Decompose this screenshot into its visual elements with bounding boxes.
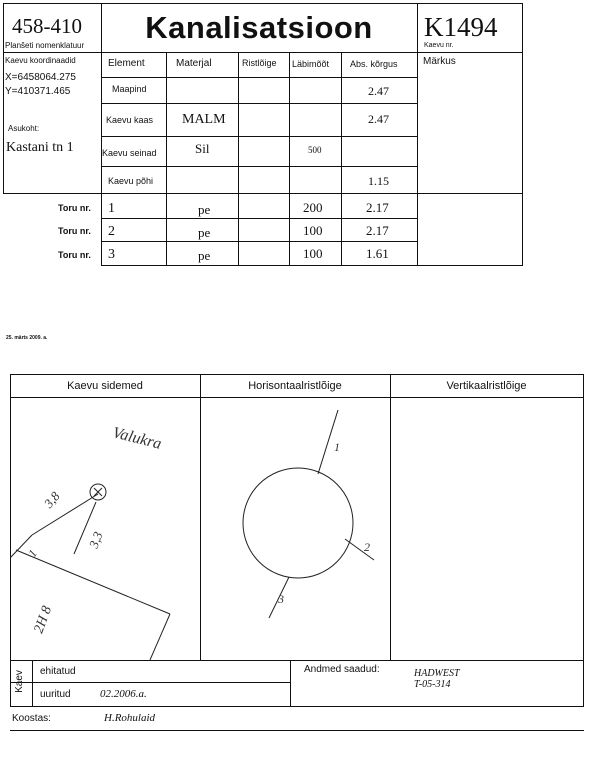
row-element: Kaevu põhi (108, 176, 154, 186)
compiled-label: Koostas: (12, 713, 51, 724)
row-material: Sil (195, 141, 210, 156)
row-height: 2.47 (368, 84, 389, 98)
pipe-label-3: 3 (278, 592, 284, 606)
pipe-height: 1.61 (366, 246, 389, 261)
surveyed-label: uuritud (40, 689, 71, 700)
pipe-diameter: 200 (303, 200, 323, 215)
data-from-value: HADWEST (414, 668, 460, 679)
compiled-value: H.Rohulaid (104, 712, 156, 724)
horizontal-section-sketch (201, 398, 390, 660)
row-height: 2.47 (368, 112, 389, 126)
sketch-street-name: Valukra (110, 424, 164, 453)
pipe-label-1: 1 (334, 440, 340, 454)
drawing-col-vertical: Vertikaalristlõige (446, 380, 527, 392)
drawing-col-connections: Kaevu sidemed (67, 380, 143, 392)
pipe-label: Toru nr. (58, 250, 91, 260)
location-label: Asukoht: (8, 124, 40, 133)
data-from-label: Andmed saadud: (304, 664, 380, 675)
pipe-height: 2.17 (366, 223, 389, 238)
page-title: Kanalisatsioon (145, 10, 373, 45)
pipe-height: 2.17 (366, 200, 389, 215)
pipe-material: pe (198, 248, 211, 263)
pipe-label-2: 2 (364, 540, 370, 554)
well-id-label: Kaevu nr. (424, 42, 454, 49)
nomenclature-label: Planšeti nomenklatuur (5, 41, 85, 50)
sketch-house-number: 2H 8 (31, 604, 56, 636)
sketch-dimension: 3,3 (85, 529, 106, 551)
coords-label: Kaevu koordinaadid (5, 56, 76, 65)
col-abs-height: Abs. kõrgus (350, 59, 398, 69)
row-element: Kaevu seinad (102, 148, 157, 158)
sketch-dimension: 3,8 (40, 488, 63, 511)
row-material: MALM (182, 112, 226, 127)
location-value: Kastani tn 1 (6, 140, 74, 155)
pipe-material: pe (198, 225, 211, 240)
row-height: 1.15 (368, 174, 389, 188)
col-cross-section: Ristlõige (242, 58, 277, 68)
row-element: Kaevu kaas (106, 115, 154, 125)
col-remarks: Märkus (423, 56, 456, 67)
well-id: K1494 (424, 12, 498, 42)
col-material: Materjal (176, 58, 212, 69)
coord-x: X=6458064.275 (5, 72, 76, 83)
surveyed-value: 02.2006.a. (100, 688, 147, 700)
pipe-diameter: 100 (303, 223, 323, 238)
row-diameter: 500 (308, 145, 322, 155)
date-stamp: 25. märts 2009. a. (6, 335, 48, 341)
col-element: Element (108, 58, 145, 69)
pipe-material: pe (198, 202, 211, 217)
pipe-nr: 2 (108, 224, 115, 239)
pipe-label: Toru nr. (58, 226, 91, 236)
pipe-nr: 3 (108, 247, 115, 262)
pipe-label: Toru nr. (58, 203, 91, 213)
sketch-pipe-number: 1 (25, 546, 41, 560)
pipe-diameter: 100 (303, 246, 323, 261)
built-label: ehitatud (40, 666, 76, 677)
row-element: Maapind (112, 84, 147, 94)
nomenclature-number: 458-410 (12, 14, 82, 38)
drawing-col-horizontal: Horisontaalristlõige (248, 380, 342, 392)
data-from-value: T-05-314 (414, 679, 451, 690)
col-diameter: Läbimõõt (292, 59, 330, 69)
coord-y: Y=410371.465 (5, 86, 71, 97)
footer-side-label: Kaev (13, 670, 25, 693)
pipe-nr: 1 (108, 201, 115, 216)
